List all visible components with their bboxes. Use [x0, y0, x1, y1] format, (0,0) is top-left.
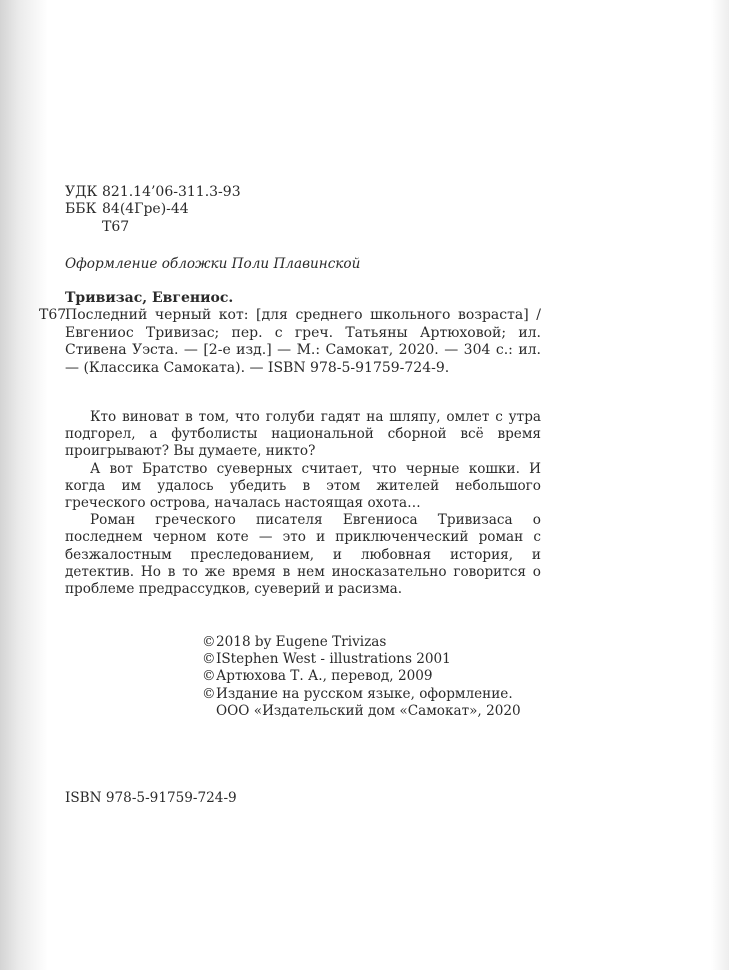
- bbk-value: 84(4Гре)-44: [102, 201, 189, 218]
- copyright-line: ©Артюхова Т. А., перевод, 2009: [202, 668, 433, 685]
- bibliographic-description: Последний черный кот: [для среднего школьного возраста] / Евгениос Тривизас; пер. с греч. Татьяны Артюховой; ил. Стивена Уэста. — [2-е изд.] — М.: Самокат, 2020. — 304 с.: ил. — (Классика Самоката). — ISBN 978-5-91759-724-9.: [65, 307, 541, 376]
- cover-credit: Оформление обложки Поли Плавинской: [65, 256, 361, 272]
- copyright-line: ©Издание на русском языке, оформление.: [202, 685, 513, 702]
- bbk-label: ББК: [65, 201, 97, 218]
- page-fold-shadow: [0, 0, 48, 970]
- classification-codes: [65, 184, 365, 236]
- author-heading: Тривизас, Евгениос.: [65, 290, 234, 306]
- bibliographic-record: [39, 290, 541, 377]
- isbn: ISBN 978-5-91759-724-9: [65, 790, 237, 806]
- annotation-paragraph: А вот Братство суеверных считает, что черные кошки. И когда им удалось убедить в этом жителей небольшого греческого острова, началась настоящая охота…: [65, 460, 541, 512]
- annotation-paragraph: Кто виноват в том, что голуби гадят на шляпу, омлет с утра подгорел, а футболисты национальной сборной всё время проигрывают? Вы думаете, никто?: [65, 409, 541, 460]
- copyright-line: ©IStephen West - illustrations 2001: [202, 651, 451, 668]
- bibliographic-entry: [39, 307, 541, 377]
- author-mark: Т67: [102, 218, 130, 235]
- udk-value: 821.14’06-311.3-93: [102, 184, 241, 200]
- annotation: [65, 409, 541, 598]
- copyright-line: ©2018 by Eugene Trivizas: [202, 634, 387, 650]
- annotation-paragraph: Роман греческого писателя Евгениоса Тривизаса о последнем черном коте — это и приключенческий роман с безжалостным преследованием, и любовная история, и детектив. Но в то же время в нем иносказательно говорится о проблеме предрассудков, суеверий и расизма.: [65, 512, 541, 598]
- udk-row: [65, 184, 365, 201]
- page-edge-shadow: [711, 0, 729, 970]
- copyright-symbol: ©: [202, 668, 216, 685]
- copyright-symbol: ©: [202, 634, 216, 650]
- bbk-row: [65, 201, 365, 218]
- copyright-continuation: ООО «Издательский дом «Самокат», 2020: [216, 702, 521, 719]
- copyright-symbol: ©: [202, 685, 216, 702]
- copyright-symbol: ©: [202, 651, 216, 668]
- copyright-notices: [202, 634, 521, 720]
- udk-label: УДК: [65, 184, 98, 200]
- entry-author-mark: Т67: [39, 307, 67, 324]
